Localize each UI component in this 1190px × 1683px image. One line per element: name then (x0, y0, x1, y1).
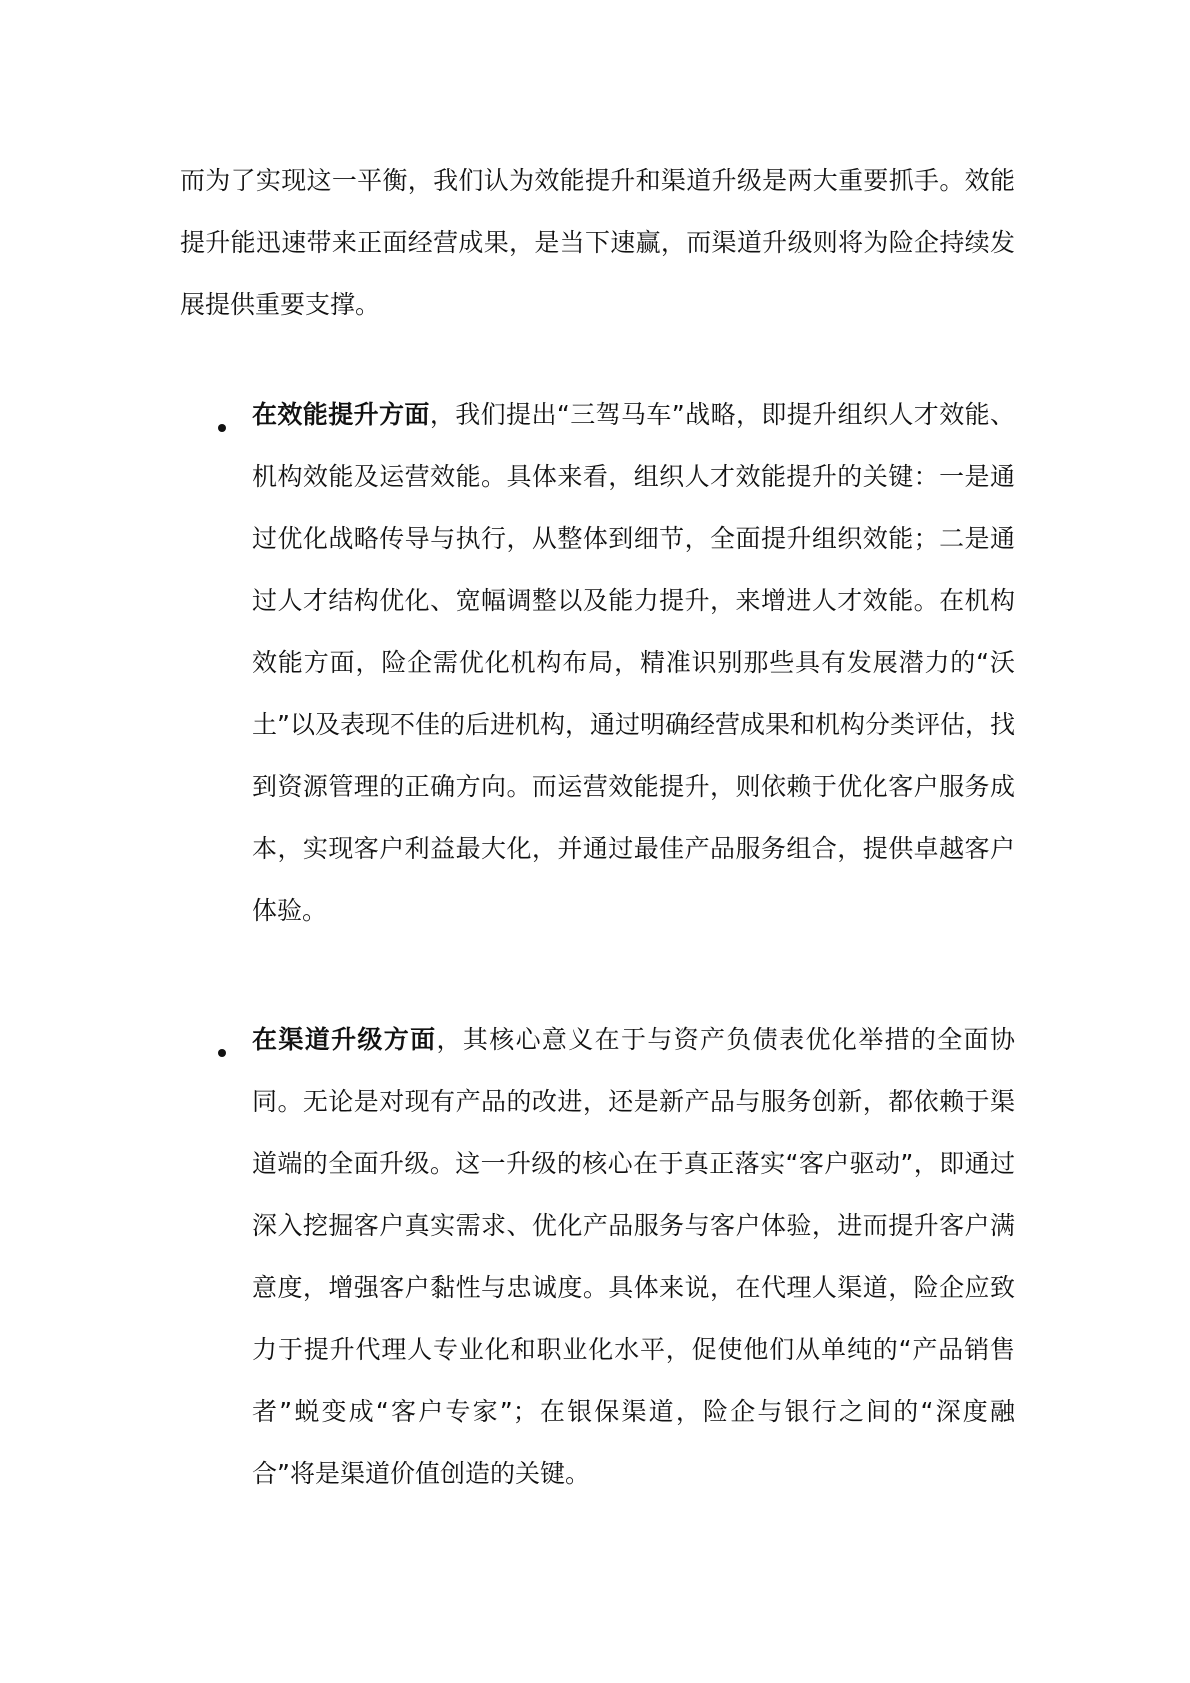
bullet-paragraph (252, 1009, 1015, 1505)
bullet-heading: 在效能提升方面 (252, 400, 430, 429)
bullet-heading: 在渠道升级方面 (252, 1025, 437, 1054)
bullet-paragraph (252, 384, 1015, 942)
bullet-item-efficiency (180, 400, 1015, 958)
bullet-dot-icon (218, 424, 226, 432)
bullet-dot-icon (218, 1049, 226, 1057)
intro-paragraph: 而为了实现这一平衡，我们认为效能提升和渠道升级是两大重要抓手。效能提升能迅速带来正面经营成果，是当下速赢，而渠道升级则将为险企持续发展提供重要支撑。 (180, 166, 1015, 319)
bullet-body: ，我们提出“三驾马车”战略，即提升组织人才效能、机构效能及运营效能。具体来看，组织人才效能提升的关键：一是通过优化战略传导与执行，从整体到细节，全面提升组织效能；二是通过人才结构优化、宽幅调整以及能力提升，来增进人才效能。在机构效能方面，险企需优化机构布局，精准识别那些具有发展潜力的“沃土”以及表现不佳的后进机构，通过明确经营成果和机构分类评估，找到资源管理的正确方向。而运营效能提升，则依赖于优化客户服务成本，实现客户利益最大化，并通过最佳产品服务组合，提供卓越客户体验。 (252, 400, 1015, 925)
bullet-item-channel (180, 1025, 1015, 1521)
bullet-body: ，其核心意义在于与资产负债表优化举措的全面协同。无论是对现有产品的改进，还是新产品与服务创新，都依赖于渠道端的全面升级。这一升级的核心在于真正落实“客户驱动”，即通过深入挖掘客户真实需求、优化产品服务与客户体验，进而提升客户满意度，增强客户黏性与忠诚度。具体来说，在代理人渠道，险企应致力于提升代理人专业化和职业化水平，促使他们从单纯的“产品销售者”蜕变成“客户专家”；在银保渠道，险企与银行之间的“深度融合”将是渠道价值创造的关键。 (252, 1025, 1015, 1488)
